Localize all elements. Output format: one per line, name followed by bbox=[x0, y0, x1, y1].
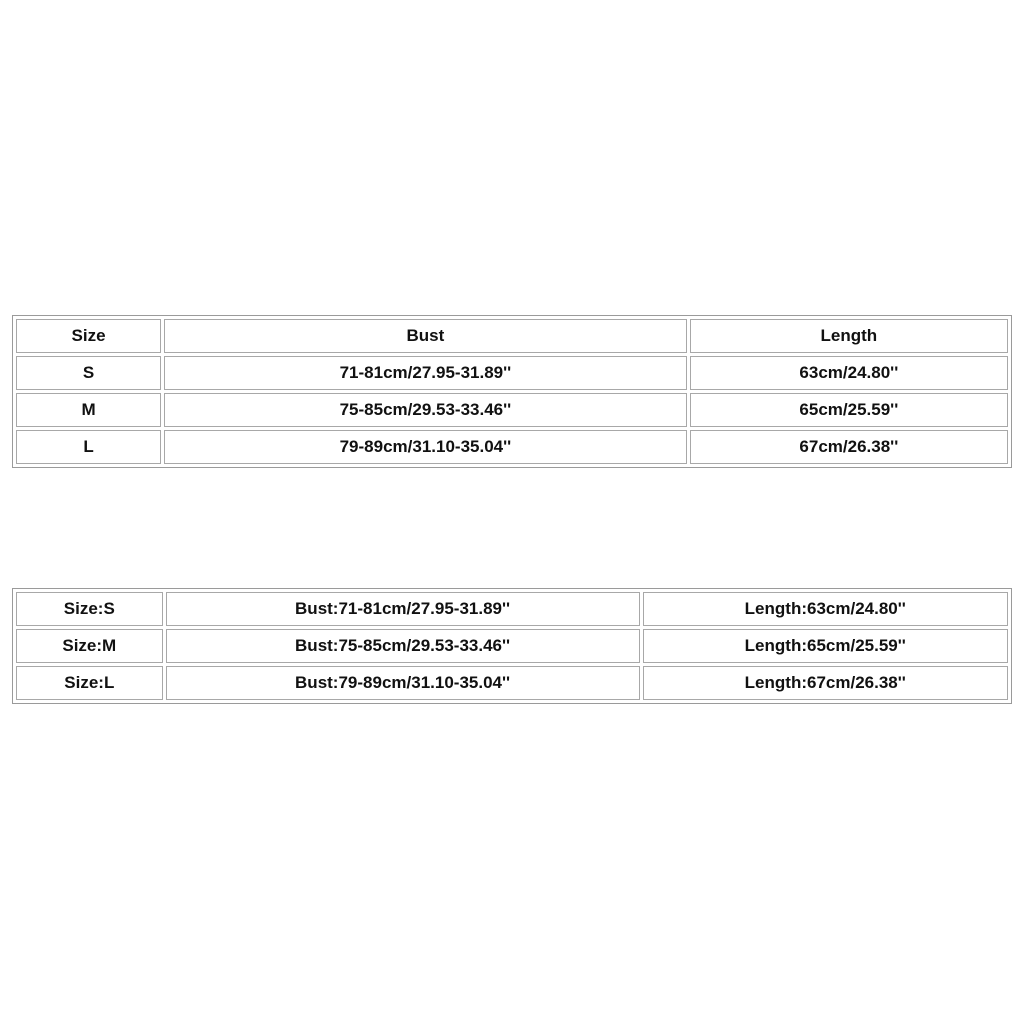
size-cell: L bbox=[16, 430, 161, 464]
bust-cell: Bust:79-89cm/31.10-35.04'' bbox=[166, 666, 640, 700]
bust-cell: Bust:71-81cm/27.95-31.89'' bbox=[166, 592, 640, 626]
bust-cell: 75-85cm/29.53-33.46'' bbox=[164, 393, 687, 427]
table-header-row bbox=[16, 319, 1008, 353]
length-cell: Length:65cm/25.59'' bbox=[643, 629, 1008, 663]
size-cell: Size:L bbox=[16, 666, 163, 700]
size-cell: M bbox=[16, 393, 161, 427]
size-cell: Size:S bbox=[16, 592, 163, 626]
length-cell: 65cm/25.59'' bbox=[690, 393, 1008, 427]
size-cell: S bbox=[16, 356, 161, 390]
table-row bbox=[16, 356, 1008, 390]
length-cell: Length:67cm/26.38'' bbox=[643, 666, 1008, 700]
header-bust: Bust bbox=[164, 319, 687, 353]
length-cell: 67cm/26.38'' bbox=[690, 430, 1008, 464]
table-row bbox=[16, 393, 1008, 427]
size-list-table bbox=[12, 588, 1012, 704]
table-row bbox=[16, 666, 1008, 700]
bust-cell: 71-81cm/27.95-31.89'' bbox=[164, 356, 687, 390]
size-cell: Size:M bbox=[16, 629, 163, 663]
table-row bbox=[16, 430, 1008, 464]
bust-cell: 79-89cm/31.10-35.04'' bbox=[164, 430, 687, 464]
header-length: Length bbox=[690, 319, 1008, 353]
size-chart-table bbox=[12, 315, 1012, 468]
header-size: Size bbox=[16, 319, 161, 353]
length-cell: 63cm/24.80'' bbox=[690, 356, 1008, 390]
length-cell: Length:63cm/24.80'' bbox=[643, 592, 1008, 626]
bust-cell: Bust:75-85cm/29.53-33.46'' bbox=[166, 629, 640, 663]
table-row bbox=[16, 629, 1008, 663]
table-row bbox=[16, 592, 1008, 626]
